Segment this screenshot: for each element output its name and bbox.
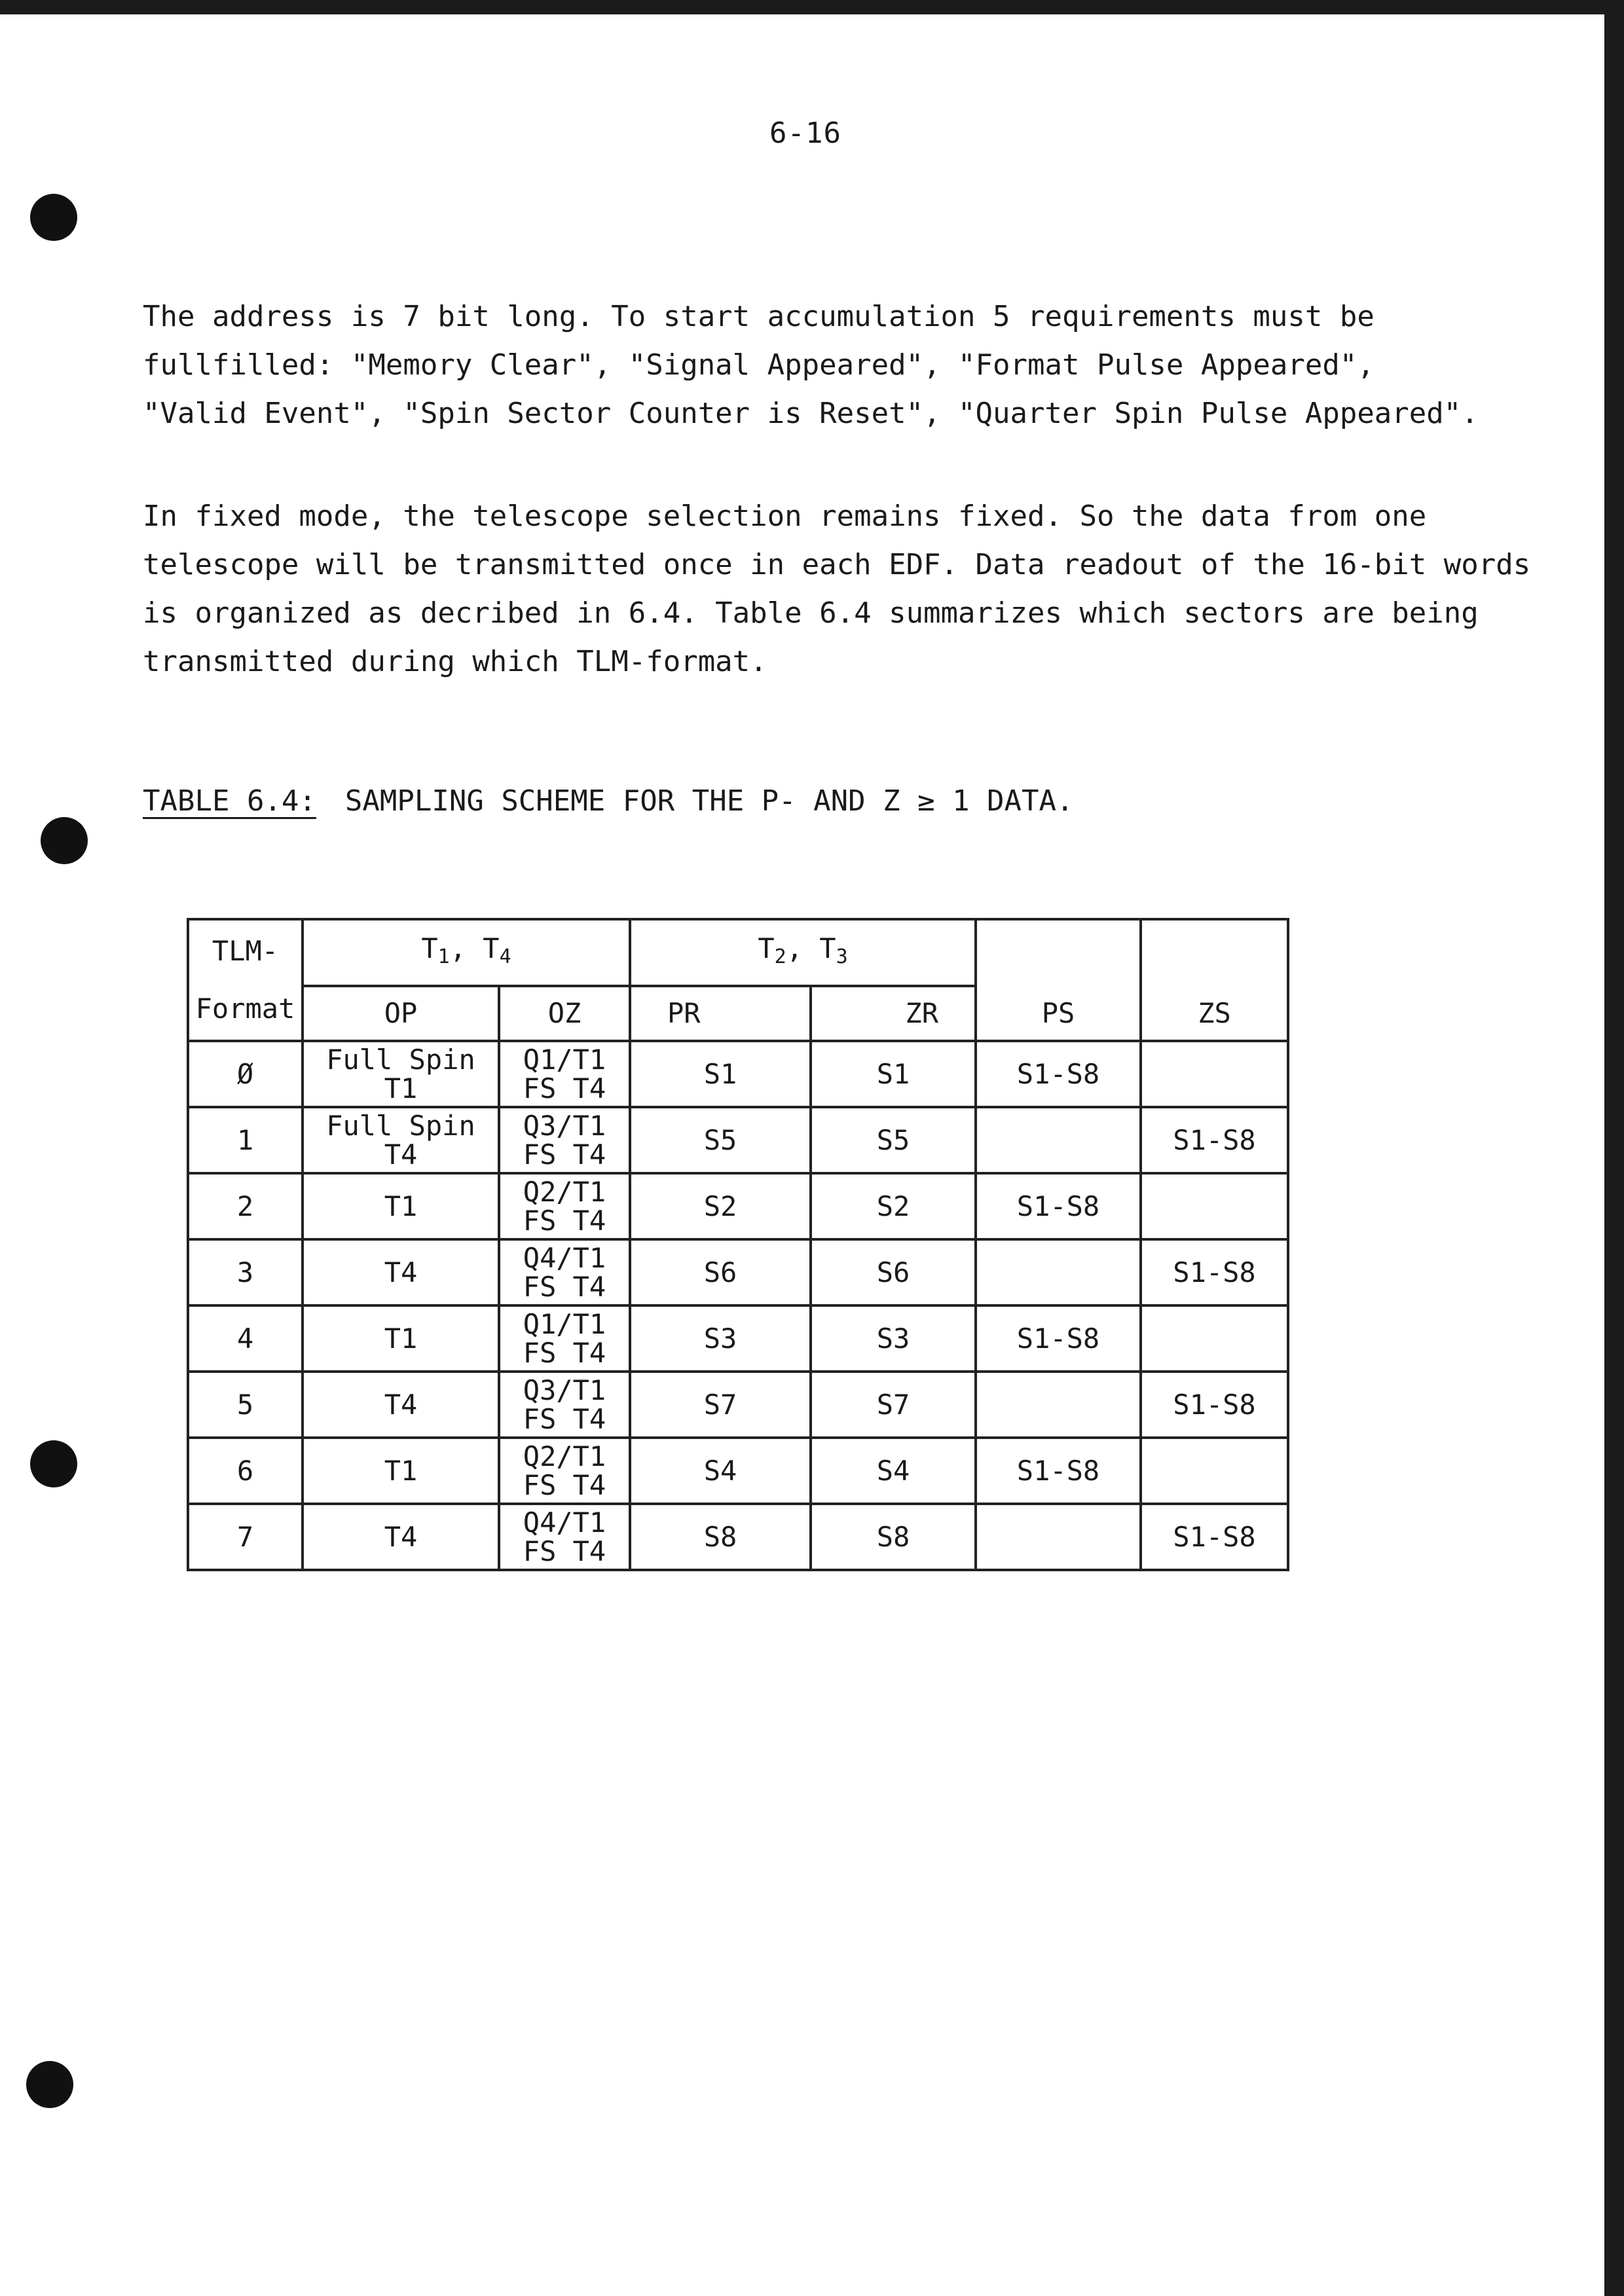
cell-format: 5 xyxy=(188,1372,303,1438)
cell-oz xyxy=(499,1041,630,1107)
table-caption xyxy=(143,784,1074,818)
cell-format: 7 xyxy=(188,1504,303,1570)
cell-format: Ø xyxy=(188,1041,303,1107)
cell-oz-line: Q1/T1 xyxy=(523,1043,606,1076)
cell-zs xyxy=(1141,1173,1288,1239)
cell-op-line: T1 xyxy=(384,1454,418,1487)
cell-oz-line: Q1/T1 xyxy=(523,1307,606,1340)
cell-oz-line: Q2/T1 xyxy=(523,1440,606,1472)
cell-format: 2 xyxy=(188,1173,303,1239)
paragraph-line: telescope will be transmitted once in each EDF. Data readout of the 16-bit words xyxy=(143,548,1531,581)
cell-zs: S1-S8 xyxy=(1141,1239,1288,1305)
cell-zr: S5 xyxy=(811,1107,976,1173)
table-row xyxy=(188,1239,1288,1305)
cell-op-line: T4 xyxy=(384,1256,418,1288)
cell-zs: S1-S8 xyxy=(1141,1107,1288,1173)
table-caption-label: TABLE 6.4: xyxy=(143,784,316,818)
header-group-t1-t4: $T_1$, $T_4$ xyxy=(303,919,630,986)
cell-ps xyxy=(976,1239,1141,1305)
header-zr: ZR xyxy=(811,986,976,1041)
header-ps: PS xyxy=(976,919,1141,1041)
table-row xyxy=(188,1305,1288,1372)
cell-zr: S2 xyxy=(811,1173,976,1239)
paragraph-line: "Valid Event", "Spin Sector Counter is Reset", "Quarter Spin Pulse Appeared". xyxy=(143,397,1479,430)
cell-pr: S2 xyxy=(630,1173,811,1239)
table-row xyxy=(188,1173,1288,1239)
cell-format: 4 xyxy=(188,1305,303,1372)
cell-op xyxy=(303,1372,499,1438)
cell-op-line: T4 xyxy=(384,1520,418,1553)
header-pr: PR xyxy=(630,986,811,1041)
cell-oz xyxy=(499,1173,630,1239)
header-op: OP xyxy=(303,986,499,1041)
table-body xyxy=(188,1041,1288,1570)
cell-op-line: Full Spin xyxy=(326,1109,475,1142)
punch-hole-2 xyxy=(41,817,88,864)
cell-zs xyxy=(1141,1041,1288,1107)
page-number: 6-16 xyxy=(769,117,841,150)
cell-op-line: T1 xyxy=(384,1190,418,1222)
cell-zr: S7 xyxy=(811,1372,976,1438)
cell-zr: S3 xyxy=(811,1305,976,1372)
punch-hole-4 xyxy=(26,2061,73,2108)
cell-pr: S6 xyxy=(630,1239,811,1305)
cell-op xyxy=(303,1438,499,1504)
table-row xyxy=(188,1504,1288,1570)
cell-op-line: T4 xyxy=(384,1388,418,1421)
cell-op-line: Full Spin xyxy=(326,1043,475,1076)
cell-zs xyxy=(1141,1438,1288,1504)
cell-ps xyxy=(976,1372,1141,1438)
paragraph-line: fullfilled: "Memory Clear", "Signal Appeared", "Format Pulse Appeared", xyxy=(143,348,1375,382)
cell-op xyxy=(303,1239,499,1305)
table-row xyxy=(188,1041,1288,1107)
table-header-row xyxy=(188,919,1288,986)
cell-oz xyxy=(499,1107,630,1173)
cell-ps: S1-S8 xyxy=(976,1173,1141,1239)
cell-op xyxy=(303,1173,499,1239)
cell-format: 1 xyxy=(188,1107,303,1173)
cell-ps: S1-S8 xyxy=(976,1305,1141,1372)
cell-pr: S4 xyxy=(630,1438,811,1504)
cell-format: 6 xyxy=(188,1438,303,1504)
cell-oz-line: FS T4 xyxy=(523,1138,606,1171)
paragraph-accumulation xyxy=(143,293,1479,438)
header-oz: OZ xyxy=(499,986,630,1041)
cell-zs: S1-S8 xyxy=(1141,1504,1288,1570)
cell-oz xyxy=(499,1305,630,1372)
paragraph-line: The address is 7 bit long. To start accumulation 5 requirements must be xyxy=(143,300,1375,333)
cell-oz-line: FS T4 xyxy=(523,1336,606,1369)
punch-hole-1 xyxy=(30,194,77,241)
cell-zs xyxy=(1141,1305,1288,1372)
cell-op xyxy=(303,1305,499,1372)
cell-oz-line: FS T4 xyxy=(523,1072,606,1104)
cell-ps xyxy=(976,1107,1141,1173)
cell-pr: S5 xyxy=(630,1107,811,1173)
cell-oz xyxy=(499,1239,630,1305)
scan-right-edge xyxy=(1604,0,1624,2296)
table-caption-text: SAMPLING SCHEME FOR THE P- AND Z ≥ 1 DATA. xyxy=(344,784,1074,818)
header-tlm-format: TLM- Format xyxy=(188,919,303,1041)
cell-oz-line: FS T4 xyxy=(523,1402,606,1435)
cell-oz xyxy=(499,1372,630,1438)
cell-oz-line: FS T4 xyxy=(523,1270,606,1303)
cell-oz-line: FS T4 xyxy=(523,1535,606,1567)
cell-op xyxy=(303,1504,499,1570)
cell-oz-line: Q4/T1 xyxy=(523,1241,606,1274)
cell-pr: S1 xyxy=(630,1041,811,1107)
cell-ps xyxy=(976,1504,1141,1570)
cell-op-line: T1 xyxy=(384,1072,418,1104)
table-row xyxy=(188,1372,1288,1438)
cell-op-line: T4 xyxy=(384,1138,418,1171)
cell-op-line: T1 xyxy=(384,1322,418,1355)
cell-ps: S1-S8 xyxy=(976,1041,1141,1107)
cell-oz-line: Q4/T1 xyxy=(523,1506,606,1539)
cell-oz-line: FS T4 xyxy=(523,1204,606,1237)
scan-top-edge xyxy=(0,0,1624,14)
cell-zr: S1 xyxy=(811,1041,976,1107)
header-group-t2-t3: $T_2$, $T_3$ xyxy=(630,919,976,986)
cell-oz xyxy=(499,1438,630,1504)
cell-oz-line: Q2/T1 xyxy=(523,1175,606,1208)
punch-hole-3 xyxy=(30,1440,77,1487)
paragraph-fixed-mode xyxy=(143,492,1530,686)
cell-zr: S4 xyxy=(811,1438,976,1504)
cell-pr: S3 xyxy=(630,1305,811,1372)
paragraph-line: In fixed mode, the telescope selection remains fixed. So the data from one xyxy=(143,500,1427,533)
sampling-scheme-table xyxy=(187,918,1289,1571)
cell-zs: S1-S8 xyxy=(1141,1372,1288,1438)
table-row xyxy=(188,1438,1288,1504)
cell-pr: S8 xyxy=(630,1504,811,1570)
cell-zr: S8 xyxy=(811,1504,976,1570)
cell-oz xyxy=(499,1504,630,1570)
paragraph-line: transmitted during which TLM-format. xyxy=(143,645,767,678)
cell-op xyxy=(303,1041,499,1107)
table-row xyxy=(188,1107,1288,1173)
cell-format: 3 xyxy=(188,1239,303,1305)
cell-op xyxy=(303,1107,499,1173)
header-zs: ZS xyxy=(1141,919,1288,1041)
cell-oz-line: Q3/T1 xyxy=(523,1109,606,1142)
cell-ps: S1-S8 xyxy=(976,1438,1141,1504)
cell-pr: S7 xyxy=(630,1372,811,1438)
cell-oz-line: Q3/T1 xyxy=(523,1374,606,1406)
cell-zr: S6 xyxy=(811,1239,976,1305)
cell-oz-line: FS T4 xyxy=(523,1468,606,1501)
paragraph-line: is organized as decribed in 6.4. Table 6.4 summarizes which sectors are being xyxy=(143,596,1479,630)
